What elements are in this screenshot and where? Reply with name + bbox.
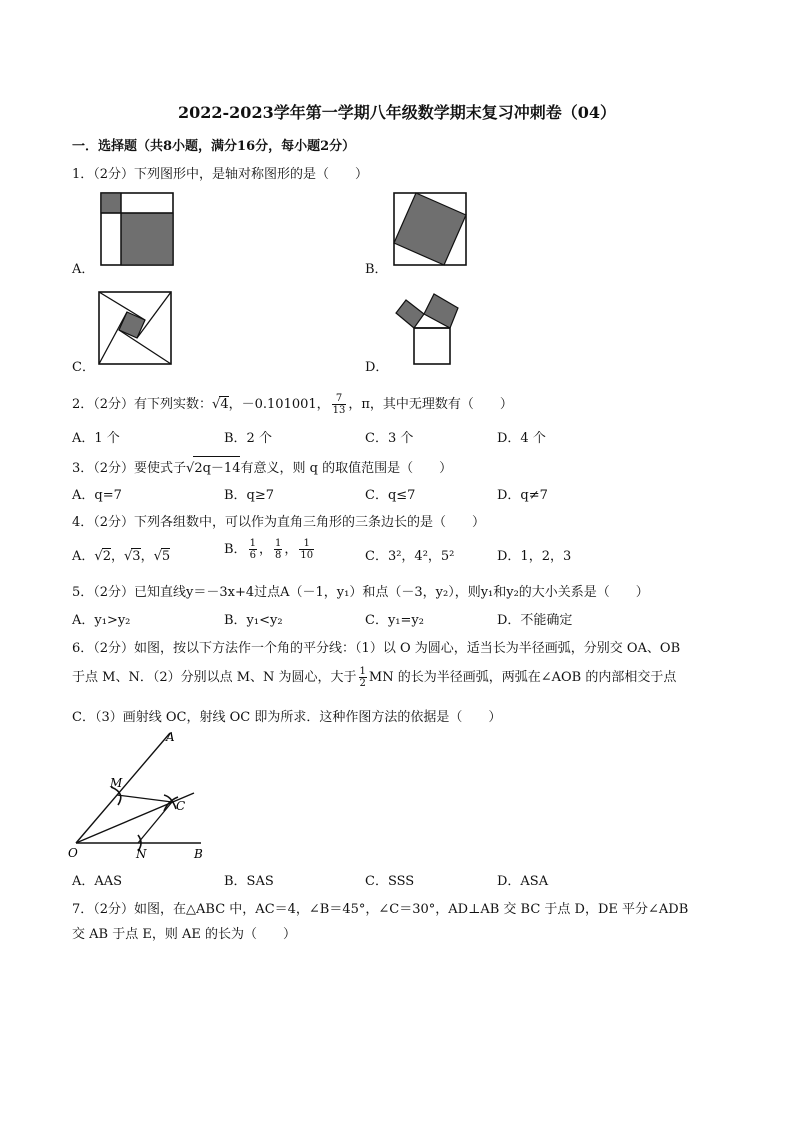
point-label-b: B bbox=[194, 847, 203, 861]
q1-stem: 1．（2分）下列图形中，是轴对称图形的是（ ） bbox=[72, 167, 369, 182]
q4-option-b-label: B． bbox=[224, 542, 247, 557]
q1-figure-d bbox=[392, 286, 472, 368]
q2-option-d: D．4 个 bbox=[497, 431, 546, 446]
q4-option-a-label: A． bbox=[72, 549, 95, 564]
q3-prefix: 3．（2分）要使式子 bbox=[72, 461, 187, 476]
q2-fraction bbox=[332, 393, 347, 416]
q5-option-d: D．不能确定 bbox=[497, 613, 573, 628]
q6-option-d: D．ASA bbox=[497, 874, 549, 889]
q2-prefix: 2．（2分）有下列实数： bbox=[72, 397, 213, 412]
q4-option-a: A．√2，√3，√5 bbox=[72, 549, 171, 564]
q2-fraction-numerator: 7 bbox=[332, 393, 347, 405]
q1-figure-c bbox=[98, 291, 174, 367]
sqrt-symbol: √ bbox=[94, 549, 103, 564]
q5-option-a: A．y₁>y₂ bbox=[72, 613, 131, 628]
sqrt-symbol: √ bbox=[186, 461, 195, 476]
q4-b-fraction-1 bbox=[249, 538, 257, 561]
point-label-o: O bbox=[68, 846, 78, 860]
fraction-denominator: 2 bbox=[359, 678, 366, 689]
q3-suffix: 有意义，则 q 的取值范围是（ ） bbox=[240, 461, 453, 476]
q3-option-c: C．q≤7 bbox=[365, 488, 416, 503]
q6-line-2b: MN 的长为半径画弧，两弧在∠AOB 的内部相交于点 bbox=[368, 670, 677, 685]
q2-radicand: 4 bbox=[220, 397, 229, 412]
q3-option-a: A．q=7 bbox=[72, 488, 122, 503]
sqrt-symbol: √ bbox=[212, 397, 221, 412]
q4-a-radicand-3: 5 bbox=[161, 549, 171, 564]
q2-option-b: B．2 个 bbox=[224, 431, 272, 446]
point-label-m: M bbox=[110, 776, 123, 790]
q6-line-3: C．（3）画射线 OC，射线 OC 即为所求．这种作图方法的依据是（ ） bbox=[72, 710, 502, 725]
q2-value-list: ，－0.101001， bbox=[228, 397, 330, 412]
fraction-denominator: 8 bbox=[274, 550, 282, 561]
q3-stem bbox=[72, 456, 452, 476]
point-label-a: A bbox=[166, 730, 175, 744]
fraction-denominator: 6 bbox=[249, 550, 256, 561]
q4-option-d: D．1，2，3 bbox=[497, 549, 572, 564]
fraction-numerator: 1 bbox=[299, 538, 314, 550]
q1-figure-a bbox=[100, 192, 176, 268]
fraction-numerator: 1 bbox=[274, 538, 282, 549]
q4-option-c: C．3²，4²，5² bbox=[365, 549, 455, 564]
q1-option-c-label: C． bbox=[72, 360, 95, 375]
q2-option-a: A．1 个 bbox=[72, 431, 120, 446]
q3-option-b: B．q≥7 bbox=[224, 488, 275, 503]
q6-line-1: 6．（2分）如图，按以下方法作一个角的平分线：（1）以 O 为圆心，适当长为半径画弧，分别交 OA、OB bbox=[72, 641, 681, 656]
point-label-c: C bbox=[176, 799, 186, 813]
q4-option-b: B． $\frac{1}{6}$ ， $\frac{1}{8}$ ， $\frac{1}{10}$ bbox=[224, 538, 314, 561]
q2-fraction-denominator: 13 bbox=[332, 405, 346, 416]
q4-a-radicand-2: 3 bbox=[132, 549, 141, 564]
q5-stem: 5．（2分）已知直线y＝－3x+4过点A（－1，y₁）和点（－3，y₂），则y₁和y₂的大小关系是（ ） bbox=[72, 585, 649, 600]
fraction-numerator: 1 bbox=[249, 538, 256, 549]
point-label-n: N bbox=[136, 847, 147, 861]
q2-option-c: C．3 个 bbox=[365, 431, 414, 446]
q6-angle-bisector-figure bbox=[66, 725, 226, 865]
q4-stem: 4．（2分）下列各组数中，可以作为直角三角形的三条边长的是（ ） bbox=[72, 515, 486, 530]
q2-suffix: ，π，其中无理数有（ ） bbox=[348, 397, 513, 412]
q7-line-1: 7．（2分）如图，在△ABC 中，AC＝4，∠B＝45°，∠C＝30°，AD⊥AB 交 BC 于点 D，DE 平分∠ADB bbox=[72, 902, 689, 917]
page-title: 2022-2023学年第一学期八年级数学期末复习冲刺卷（04） bbox=[178, 103, 616, 122]
q1-option-b-label: B． bbox=[365, 262, 388, 277]
q5-option-b: B．y₁<y₂ bbox=[224, 613, 283, 628]
fraction-denominator: 10 bbox=[300, 550, 314, 561]
q6-line-2 bbox=[72, 666, 676, 689]
sqrt-symbol: √ bbox=[123, 549, 133, 564]
sqrt-symbol: √ bbox=[153, 549, 162, 564]
q6-option-c: C．SSS bbox=[365, 874, 415, 889]
q4-b-fraction-3 bbox=[299, 538, 314, 561]
q3-option-d: D．q≠7 bbox=[497, 488, 548, 503]
q7-line-2: 交 AB 于点 E，则 AE 的长为（ ） bbox=[72, 927, 296, 942]
q4-a-radicand-1: 2 bbox=[102, 549, 111, 564]
q6-option-a: A．AAS bbox=[72, 874, 123, 889]
q1-figure-b bbox=[393, 192, 469, 268]
q6-line-2a: 于点 M、N．（2）分别以点 M、N 为圆心，大于 bbox=[72, 670, 357, 685]
q1-option-a-label: A． bbox=[72, 262, 95, 277]
section-heading: 一．选择题（共8小题，满分16分，每小题2分） bbox=[72, 139, 356, 154]
q6-option-b: B．SAS bbox=[224, 874, 274, 889]
fraction-numerator: 1 bbox=[359, 666, 366, 677]
q2-stem bbox=[72, 393, 513, 416]
q5-option-c: C．y₁=y₂ bbox=[365, 613, 424, 628]
q1-option-d-label: D． bbox=[365, 360, 389, 375]
q3-radicand: 2q－14 bbox=[193, 456, 240, 476]
q4-b-fraction-2 bbox=[274, 538, 282, 561]
q6-fraction-half bbox=[359, 666, 367, 689]
